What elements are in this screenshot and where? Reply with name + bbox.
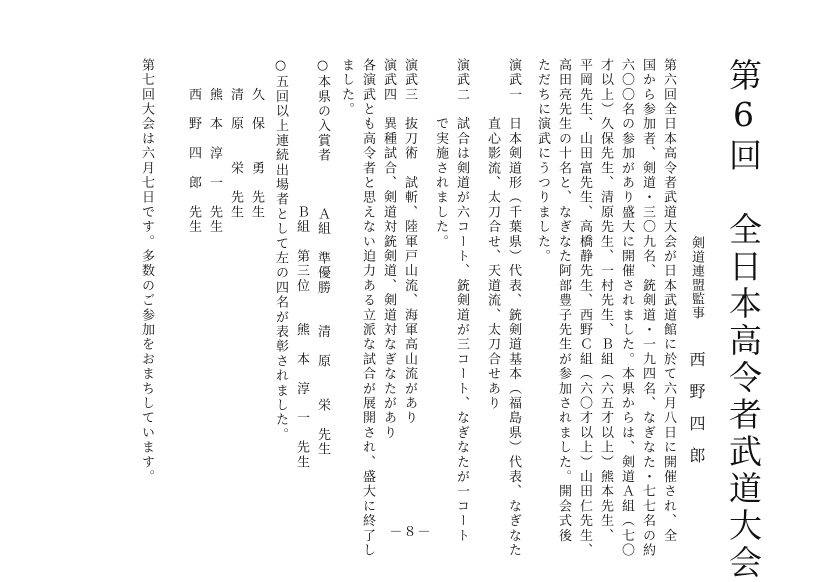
body-column: 熊 本 淳 一 先生 <box>207 58 222 235</box>
body-column: 演武四 異種試合、剣道対銃剣道、剣道対なぎなたがあり <box>381 58 396 441</box>
body-column: 演武三 抜刀術 試斬、陸軍戸山流、海軍高山流があり <box>402 58 417 426</box>
body-column: 西 野 四 郎 先生 <box>186 58 201 235</box>
body-column: ました。 <box>339 58 354 117</box>
body-column: 平岡先生、山田富先生、高橋静先生、西野Ｃ組（六〇才以上）山田仁先生、 <box>577 58 592 558</box>
body-column: ○五回以上連続出場者として左の四名が表彰されました。 <box>273 58 288 443</box>
body-column: 第七回大会は六月七日です。多数のご参加をおまちしています。 <box>139 58 154 485</box>
body-column: 国から参加者、剣道・三〇九名、銃剣道・一九四名、なぎなた・七七名の約 <box>640 58 655 558</box>
body-column: 直心影流、太刀合せ、天道流、太刀合せあり <box>485 58 500 411</box>
body-column: ただちに演武にうつりました。 <box>535 58 550 264</box>
body-column: 演武一 日本剣道形（千葉県）代表、銃剣道基本（福島県）代表、なぎなた <box>506 58 521 558</box>
author-org: 剣道連盟監事 <box>689 236 704 320</box>
author-line <box>688 236 704 479</box>
body-column: 第六回全日本高令者武道大会が日本武道館に於て六月八日に開催され、全 <box>661 58 676 544</box>
body-column: 演武二 試合は剣道が六コート、銃剣道が三コート、なぎなたが一コート <box>454 58 469 544</box>
body-column: 才以上）久保先生、清原先生、一村先生、Ｂ組（六五才以上）熊本先生、 <box>598 58 613 544</box>
document-title: 第6回 全日本高令者武道大会 <box>724 58 763 582</box>
body-column: 六〇〇名の参加があり盛大に開催されました。本県からは、剣道Ａ組（七〇 <box>619 58 634 558</box>
author-name: 西野四郎 <box>687 351 706 479</box>
body-column: 各演武とも高令者と思えない迫力ある立派な試合が展開され、盛大に終了し <box>360 58 375 558</box>
body-column: 清 原 栄 先生 <box>228 58 243 220</box>
body-column: で実施されました。 <box>433 58 448 250</box>
body-column: 高田亮先生の十名と、なぎなた阿部豊子先生が参加されました。開会式後 <box>556 58 571 544</box>
body-column: ○本県の入賞者 Ａ組 準優勝 清 原 栄 先生 <box>315 58 330 457</box>
page-number: －８－ <box>389 525 432 540</box>
body-column: 久 保 勇 先生 <box>249 58 264 220</box>
body-column: Ｂ組 第三位 熊 本 淳 一 先生 <box>294 58 309 470</box>
